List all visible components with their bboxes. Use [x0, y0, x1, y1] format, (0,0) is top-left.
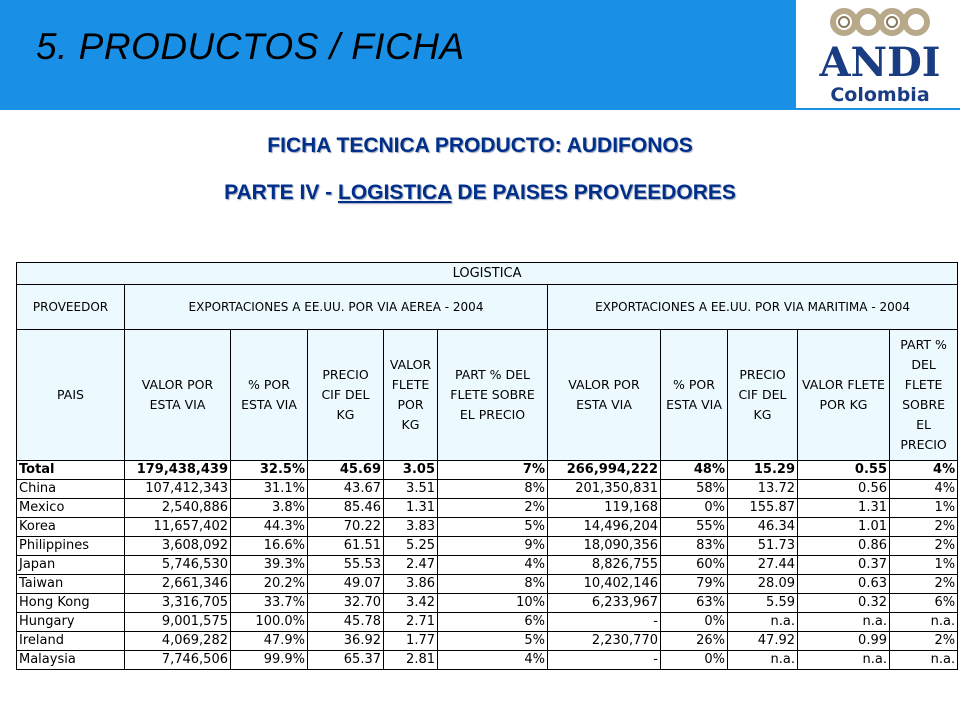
value-cell: 51.73 — [728, 537, 798, 556]
value-cell: 33.7% — [231, 594, 308, 613]
value-cell: 2.81 — [384, 651, 438, 670]
value-cell: 85.46 — [308, 499, 384, 518]
section-subtitle-suffix: DE PAISES PROVEEDORES — [451, 181, 736, 204]
value-cell: 4,069,282 — [125, 632, 231, 651]
value-cell: 47.92 — [728, 632, 798, 651]
value-cell: 119,168 — [548, 499, 661, 518]
value-cell: 46.34 — [728, 518, 798, 537]
value-cell: 2% — [890, 518, 958, 537]
value-cell: 8% — [438, 575, 548, 594]
value-cell: 0.37 — [798, 556, 890, 575]
value-cell: 3,608,092 — [125, 537, 231, 556]
table-body — [17, 461, 958, 670]
country-cell: Taiwan — [17, 575, 125, 594]
table-row — [17, 499, 958, 518]
value-cell: 5% — [438, 632, 548, 651]
country-cell: Hungary — [17, 613, 125, 632]
logo-brand-text: ANDI — [819, 39, 941, 86]
value-cell: 39.3% — [231, 556, 308, 575]
value-cell: 4% — [890, 461, 958, 480]
country-cell: Japan — [17, 556, 125, 575]
value-cell: 6,233,967 — [548, 594, 661, 613]
table-row — [17, 480, 958, 499]
value-cell: 58% — [661, 480, 728, 499]
value-cell: 179,438,439 — [125, 461, 231, 480]
country-cell: Mexico — [17, 499, 125, 518]
table-row — [17, 518, 958, 537]
value-cell: 3.05 — [384, 461, 438, 480]
value-cell: - — [548, 613, 661, 632]
value-cell: 0.56 — [798, 480, 890, 499]
column-header: VALOR POR ESTA VIA — [548, 330, 661, 461]
value-cell: 7,746,506 — [125, 651, 231, 670]
value-cell: 99.9% — [231, 651, 308, 670]
andi-logo — [796, 0, 960, 108]
value-cell: 1.31 — [384, 499, 438, 518]
value-cell: 45.78 — [308, 613, 384, 632]
value-cell: 2.71 — [384, 613, 438, 632]
value-cell: 3.42 — [384, 594, 438, 613]
value-cell: 4% — [890, 480, 958, 499]
value-cell: 3.83 — [384, 518, 438, 537]
value-cell: 55.53 — [308, 556, 384, 575]
value-cell: 14,496,204 — [548, 518, 661, 537]
value-cell: 0% — [661, 613, 728, 632]
value-cell: 0.86 — [798, 537, 890, 556]
value-cell: 5.59 — [728, 594, 798, 613]
value-cell: n.a. — [798, 613, 890, 632]
value-cell: 2,230,770 — [548, 632, 661, 651]
value-cell: 13.72 — [728, 480, 798, 499]
value-cell: 9,001,575 — [125, 613, 231, 632]
value-cell: 5% — [438, 518, 548, 537]
value-cell: 16.6% — [231, 537, 308, 556]
value-cell: 18,090,356 — [548, 537, 661, 556]
value-cell: 47.9% — [231, 632, 308, 651]
value-cell: n.a. — [728, 613, 798, 632]
value-cell: 79% — [661, 575, 728, 594]
value-cell: 20.2% — [231, 575, 308, 594]
value-cell: 10,402,146 — [548, 575, 661, 594]
value-cell: 6% — [438, 613, 548, 632]
table-row — [17, 594, 958, 613]
value-cell: 266,994,222 — [548, 461, 661, 480]
value-cell: 2.47 — [384, 556, 438, 575]
value-cell: 2,661,346 — [125, 575, 231, 594]
value-cell: 83% — [661, 537, 728, 556]
section-subtitle — [0, 181, 960, 205]
value-cell: 48% — [661, 461, 728, 480]
value-cell: 55% — [661, 518, 728, 537]
column-header: PART % DEL FLETE SOBRE EL PRECIO — [890, 330, 958, 461]
value-cell: 0.63 — [798, 575, 890, 594]
value-cell: 3.86 — [384, 575, 438, 594]
value-cell: 1% — [890, 499, 958, 518]
table-row — [17, 651, 958, 670]
value-cell: 7% — [438, 461, 548, 480]
product-subtitle: FICHA TECNICA PRODUCTO: AUDIFONOS — [267, 134, 693, 157]
proveedor-header: PROVEEDOR — [17, 285, 125, 330]
table-row — [17, 575, 958, 594]
column-header: % POR ESTA VIA — [661, 330, 728, 461]
country-cell: China — [17, 480, 125, 499]
value-cell: 4% — [438, 556, 548, 575]
value-cell: 45.69 — [308, 461, 384, 480]
value-cell: 0.32 — [798, 594, 890, 613]
value-cell: 100.0% — [231, 613, 308, 632]
value-cell: 4% — [438, 651, 548, 670]
value-cell: 61.51 — [308, 537, 384, 556]
value-cell: 3,316,705 — [125, 594, 231, 613]
value-cell: n.a. — [890, 613, 958, 632]
value-cell: 2% — [890, 537, 958, 556]
column-header: VALOR POR ESTA VIA — [125, 330, 231, 461]
header-bar — [0, 0, 960, 110]
air-group-header: EXPORTACIONES A EE.UU. POR VIA AEREA - 2004 — [125, 285, 548, 330]
value-cell: 8,826,755 — [548, 556, 661, 575]
value-cell: 0.55 — [798, 461, 890, 480]
value-cell: 5.25 — [384, 537, 438, 556]
value-cell: 43.67 — [308, 480, 384, 499]
column-header: PAIS — [17, 330, 125, 461]
value-cell: 26% — [661, 632, 728, 651]
value-cell: 32.5% — [231, 461, 308, 480]
section-subtitle-underlined: LOGISTICA — [338, 181, 452, 204]
value-cell: 2% — [438, 499, 548, 518]
andi-logo-graphic — [796, 0, 960, 108]
value-cell: 3.8% — [231, 499, 308, 518]
value-cell: 10% — [438, 594, 548, 613]
logo-country-text: Colombia — [830, 84, 930, 106]
table-row — [17, 632, 958, 651]
value-cell: 107,412,343 — [125, 480, 231, 499]
column-header: PRECIO CIF DEL KG — [308, 330, 384, 461]
value-cell: 15.29 — [728, 461, 798, 480]
value-cell: 1.01 — [798, 518, 890, 537]
column-header: VALOR FLETE POR KG — [798, 330, 890, 461]
column-header: VALOR FLETE POR KG — [384, 330, 438, 461]
total-row — [17, 461, 958, 480]
country-cell: Hong Kong — [17, 594, 125, 613]
column-header: PART % DEL FLETE SOBRE EL PRECIO — [438, 330, 548, 461]
value-cell: 0% — [661, 499, 728, 518]
value-cell: 2% — [890, 575, 958, 594]
table-title: LOGISTICA — [17, 263, 958, 285]
value-cell: 2,540,886 — [125, 499, 231, 518]
value-cell: n.a. — [798, 651, 890, 670]
value-cell: 0% — [661, 651, 728, 670]
column-header: % POR ESTA VIA — [231, 330, 308, 461]
section-subtitle-prefix: PARTE IV - — [224, 181, 339, 204]
column-header: PRECIO CIF DEL KG — [728, 330, 798, 461]
value-cell: 27.44 — [728, 556, 798, 575]
value-cell: 36.92 — [308, 632, 384, 651]
table-row — [17, 537, 958, 556]
value-cell: 1.31 — [798, 499, 890, 518]
value-cell: 1.77 — [384, 632, 438, 651]
value-cell: 1% — [890, 556, 958, 575]
country-cell: Ireland — [17, 632, 125, 651]
value-cell: 9% — [438, 537, 548, 556]
value-cell: 32.70 — [308, 594, 384, 613]
value-cell: 2% — [890, 632, 958, 651]
country-cell: Philippines — [17, 537, 125, 556]
value-cell: 5,746,530 — [125, 556, 231, 575]
value-cell: 6% — [890, 594, 958, 613]
page-title: 5. PRODUCTOS / FICHA — [36, 26, 465, 67]
value-cell: 60% — [661, 556, 728, 575]
value-cell: - — [548, 651, 661, 670]
value-cell: 28.09 — [728, 575, 798, 594]
value-cell: 3.51 — [384, 480, 438, 499]
table-row — [17, 613, 958, 632]
table-row — [17, 556, 958, 575]
value-cell: 70.22 — [308, 518, 384, 537]
value-cell: n.a. — [728, 651, 798, 670]
value-cell: 201,350,831 — [548, 480, 661, 499]
country-cell: Total — [17, 461, 125, 480]
value-cell: 44.3% — [231, 518, 308, 537]
country-cell: Korea — [17, 518, 125, 537]
value-cell: 49.07 — [308, 575, 384, 594]
value-cell: n.a. — [890, 651, 958, 670]
country-cell: Malaysia — [17, 651, 125, 670]
logistics-table — [16, 262, 958, 670]
value-cell: 11,657,402 — [125, 518, 231, 537]
value-cell: 0.99 — [798, 632, 890, 651]
value-cell: 31.1% — [231, 480, 308, 499]
sea-group-header: EXPORTACIONES A EE.UU. POR VIA MARITIMA - 2004 — [548, 285, 958, 330]
value-cell: 8% — [438, 480, 548, 499]
value-cell: 63% — [661, 594, 728, 613]
value-cell: 65.37 — [308, 651, 384, 670]
value-cell: 155.87 — [728, 499, 798, 518]
